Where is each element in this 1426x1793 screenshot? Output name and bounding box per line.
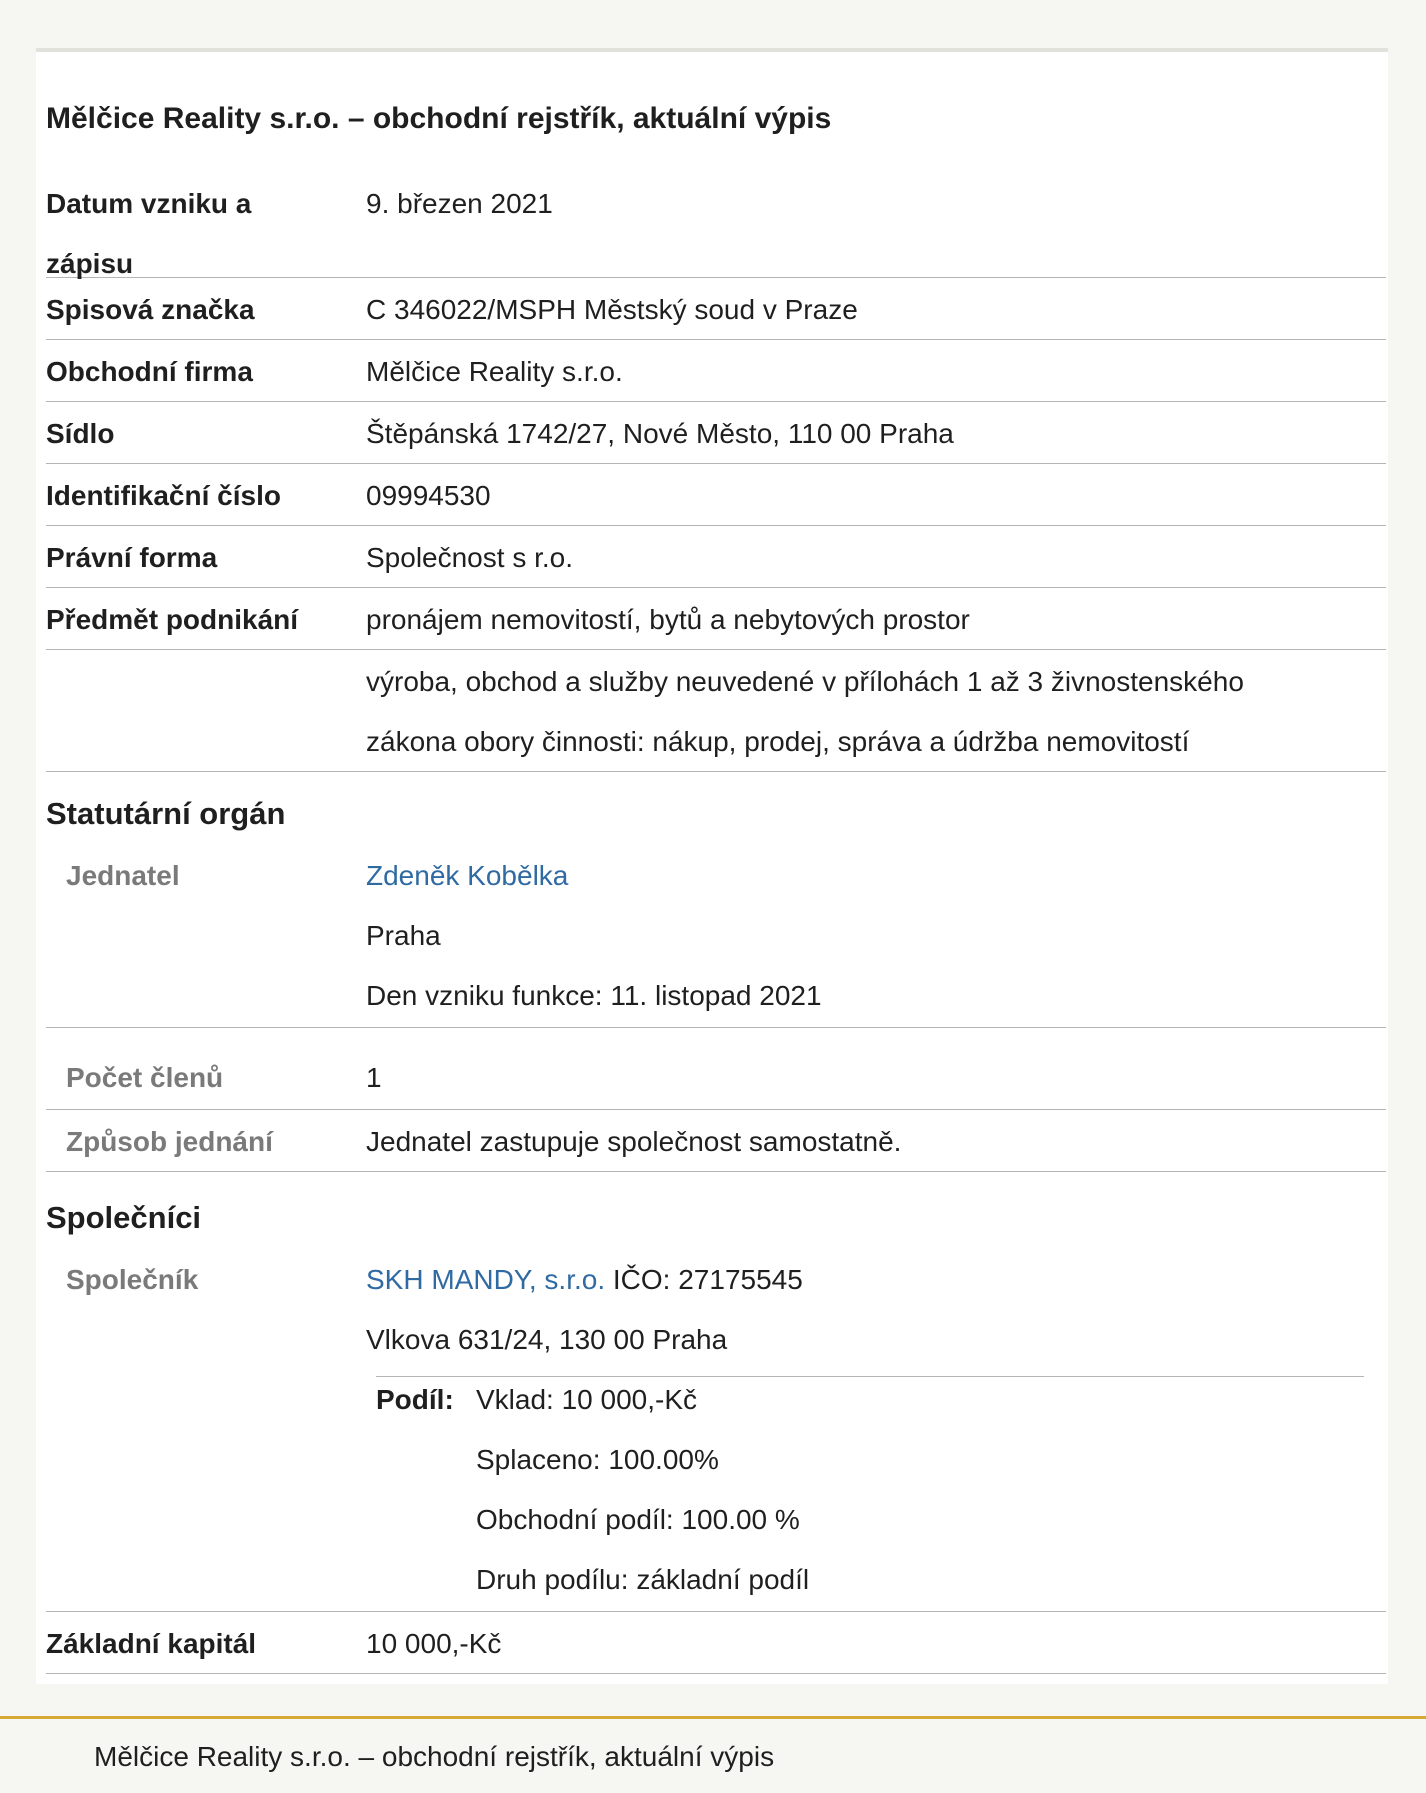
row-value-predmet-2-line2: zákona obory činnosti: nákup, prodej, správa a údržba nemovitostí: [366, 726, 1190, 757]
spolecnik-address: Vlkova 631/24, 130 00 Praha: [366, 1324, 728, 1355]
row-predmet-podnikani: [46, 588, 1386, 650]
row-label-kapital: Základní kapitál: [46, 1628, 257, 1659]
row-label-jednatel: Jednatel: [66, 860, 180, 891]
podil-divider: [376, 1376, 1364, 1377]
row-jednatel: [46, 838, 1386, 1028]
spolecnik-name-link[interactable]: SKH MANDY, s.r.o.: [366, 1264, 606, 1295]
footer-title: Mělčice Reality s.r.o. – obchodní rejstřík, aktuální výpis: [94, 1741, 775, 1772]
row-label-predmet: Předmět podnikání: [46, 604, 299, 635]
footer-bar: [0, 1716, 1426, 1793]
row-label-spolecnik: Společník: [66, 1264, 199, 1295]
row-label-ico: Identifikační číslo: [46, 480, 281, 511]
row-zakladni-kapital: [46, 1612, 1386, 1674]
row-value-kapital: 10 000,-Kč: [366, 1628, 502, 1659]
jednatel-name-link[interactable]: Zdeněk Kobělka: [366, 860, 569, 891]
row-label-zpusob: Způsob jednání: [66, 1126, 273, 1157]
row-label-sidlo: Sídlo: [46, 418, 115, 449]
page-title: Mělčice Reality s.r.o. – obchodní rejstřík, aktuální výpis: [46, 102, 832, 135]
row-value-sidlo: Štěpánská 1742/27, Nové Město, 110 00 Praha: [366, 418, 954, 449]
podil-obchodni: Obchodní podíl: 100.00 %: [476, 1504, 800, 1535]
row-value-zpusob: Jednatel zastupuje společnost samostatně.: [366, 1126, 902, 1157]
podil-label: Podíl:: [376, 1384, 454, 1415]
section-heading-statutarni: Statutární orgán: [46, 796, 286, 831]
row-spolecnik: [46, 1242, 1386, 1612]
row-pravni-forma: [46, 526, 1386, 588]
row-sidlo: [46, 402, 1386, 464]
podil-splaceno: Splaceno: 100.00%: [476, 1444, 719, 1475]
row-label-datum-line1: Datum vzniku a: [46, 188, 252, 219]
row-datum-vzniku: [46, 164, 1386, 278]
row-label-datum-line2: zápisu: [46, 248, 134, 279]
row-identifikacni-cislo: [46, 464, 1386, 526]
row-value-predmet-1: pronájem nemovitostí, bytů a nebytových prostor: [366, 604, 970, 635]
podil-druh: Druh podílu: základní podíl: [476, 1564, 810, 1595]
spolecnik-ico: IČO: 27175545: [612, 1264, 803, 1295]
row-value-pocet: 1: [366, 1062, 382, 1093]
row-value-datum: 9. březen 2021: [366, 188, 553, 219]
row-value-forma: Společnost s r.o.: [366, 542, 574, 573]
section-heading-spolecnici: Společníci: [46, 1200, 202, 1235]
row-label-pocet: Počet členů: [66, 1062, 224, 1093]
spolecnik-line: [366, 1264, 803, 1296]
row-value-ico: 09994530: [366, 480, 491, 511]
company-record-card: [36, 48, 1388, 1684]
row-zpusob-jednani: [46, 1110, 1386, 1172]
row-label-spisova: Spisová značka: [46, 294, 255, 325]
row-value-predmet-2-line1: výroba, obchod a služby neuvedené v přílohách 1 až 3 živnostenského: [366, 666, 1244, 697]
row-label-forma: Právní forma: [46, 542, 218, 573]
row-spisova-znacka: [46, 278, 1386, 340]
jednatel-city: Praha: [366, 920, 441, 951]
jednatel-since: Den vzniku funkce: 11. listopad 2021: [366, 980, 822, 1011]
row-label-firma: Obchodní firma: [46, 356, 253, 387]
row-value-spisova: C 346022/MSPH Městský soud v Praze: [366, 294, 858, 325]
row-pocet-clenu: [46, 1028, 1386, 1110]
row-predmet-podnikani-2: [46, 650, 1386, 772]
row-value-firma: Mělčice Reality s.r.o.: [366, 356, 623, 387]
podil-vklad: Vklad: 10 000,-Kč: [476, 1384, 698, 1415]
row-obchodni-firma: [46, 340, 1386, 402]
